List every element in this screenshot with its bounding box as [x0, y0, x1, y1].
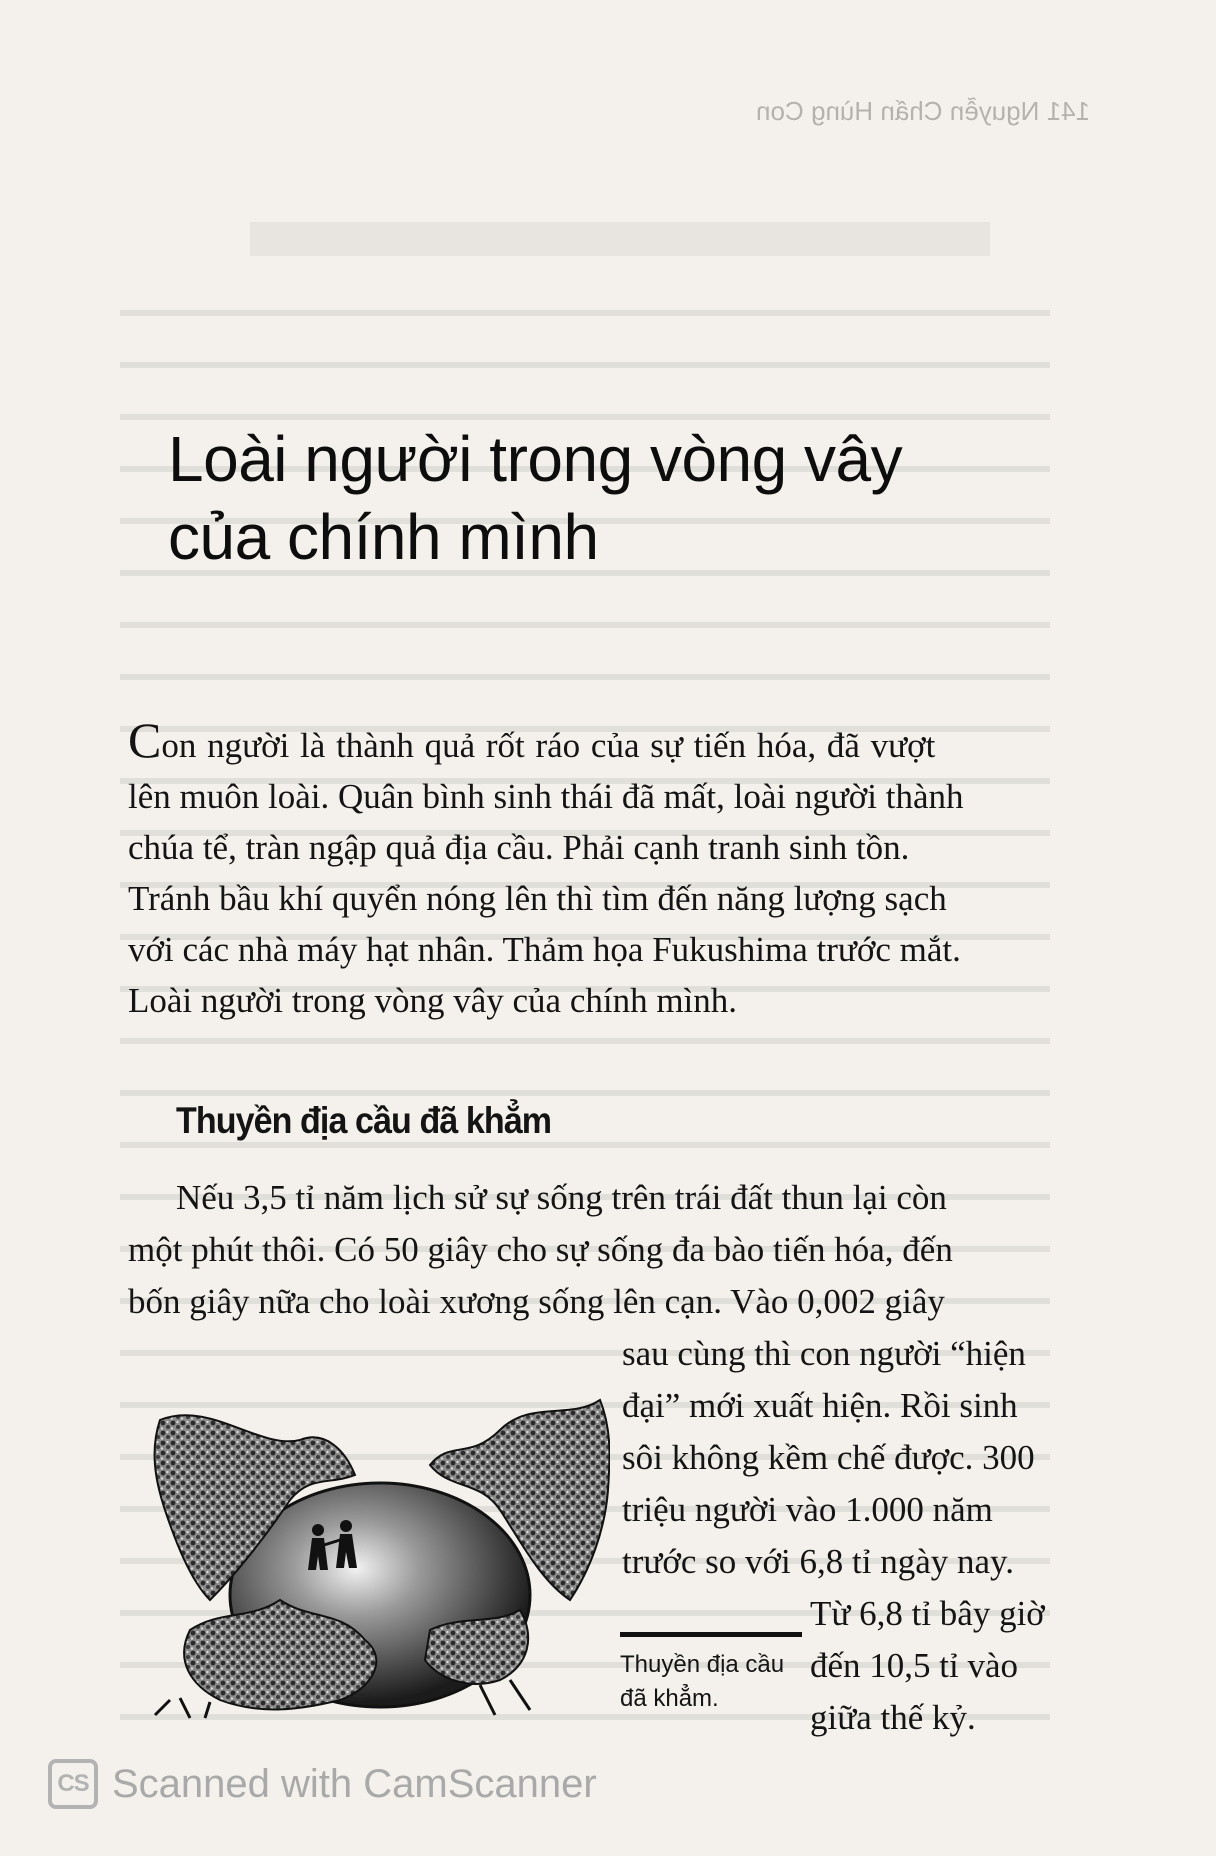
watermark-text: Scanned with CamScanner: [112, 1761, 597, 1806]
lead-first-line-text: on người là thành quả rốt ráo của sự tiến hóa, đã vượt: [161, 726, 936, 765]
bleed-through-bar: [250, 222, 990, 256]
lead-line: Tránh bầu khí quyển nóng lên thì tìm đến năng lượng sạch: [128, 879, 947, 918]
body-line: đại” mới xuất hiện. Rồi sinh: [622, 1386, 1018, 1425]
body-line: sau cùng thì con người “hiện: [622, 1334, 1026, 1373]
body-line: sôi không kềm chế được. 300: [622, 1438, 1035, 1477]
body-paragraph: [128, 1172, 1063, 1328]
body-line: bốn giây nữa cho loài xương sống lên cạn. Vào 0,002 giây: [128, 1282, 945, 1321]
body-wrapped-text-end: [810, 1588, 1070, 1744]
section-heading: Thuyền địa cầu đã khẳm: [176, 1100, 552, 1141]
body-line: triệu người vào 1.000 năm: [622, 1490, 993, 1529]
chapter-title-line: Loài người trong vòng vây: [168, 423, 903, 495]
figure-caption: [620, 1648, 810, 1716]
lead-line: chúa tể, tràn ngập quả địa cầu. Phải cạnh tranh sinh tồn.: [128, 828, 910, 867]
caption-rule: [620, 1632, 802, 1637]
camscanner-logo-icon: CS: [48, 1759, 98, 1809]
lead-line: Loài người trong vòng vây của chính mình.: [128, 981, 738, 1020]
body-line: đến 10,5 tỉ vào: [810, 1646, 1019, 1685]
body-line: trước so với 6,8 tỉ ngày nay.: [622, 1542, 1014, 1581]
caption-line: Thuyền địa cầu: [620, 1651, 785, 1678]
camscanner-watermark: [48, 1754, 597, 1814]
body-line: Nếu 3,5 tỉ năm lịch sử sự sống trên trái đất thun lại còn: [176, 1178, 947, 1217]
drop-cap: C: [128, 712, 162, 768]
lead-paragraph: [128, 712, 1063, 1026]
body-line: Từ 6,8 tỉ bây giờ: [810, 1594, 1045, 1633]
lead-line: lên muôn loài. Quân bình sinh thái đã mất, loài người thành: [128, 777, 964, 816]
earth-crowd-icon: [150, 1380, 610, 1720]
lead-first-line: [128, 712, 1063, 771]
chapter-title-line: của chính mình: [168, 501, 599, 573]
body-line: giữa thế kỷ.: [810, 1698, 976, 1737]
chapter-title: [168, 420, 1028, 576]
body-wrapped-text: [622, 1328, 1062, 1588]
lead-line: với các nhà máy hạt nhân. Thảm họa Fukushima trước mắt.: [128, 930, 961, 969]
body-line: một phút thôi. Có 50 giây cho sự sống đa bào tiến hóa, đến: [128, 1230, 953, 1269]
caption-line: đã khẳm.: [620, 1685, 719, 1712]
overloaded-earth-illustration: [150, 1380, 610, 1720]
bleed-through-running-header: 141 Nguyễn Chấn Hùng Con: [756, 96, 1090, 126]
